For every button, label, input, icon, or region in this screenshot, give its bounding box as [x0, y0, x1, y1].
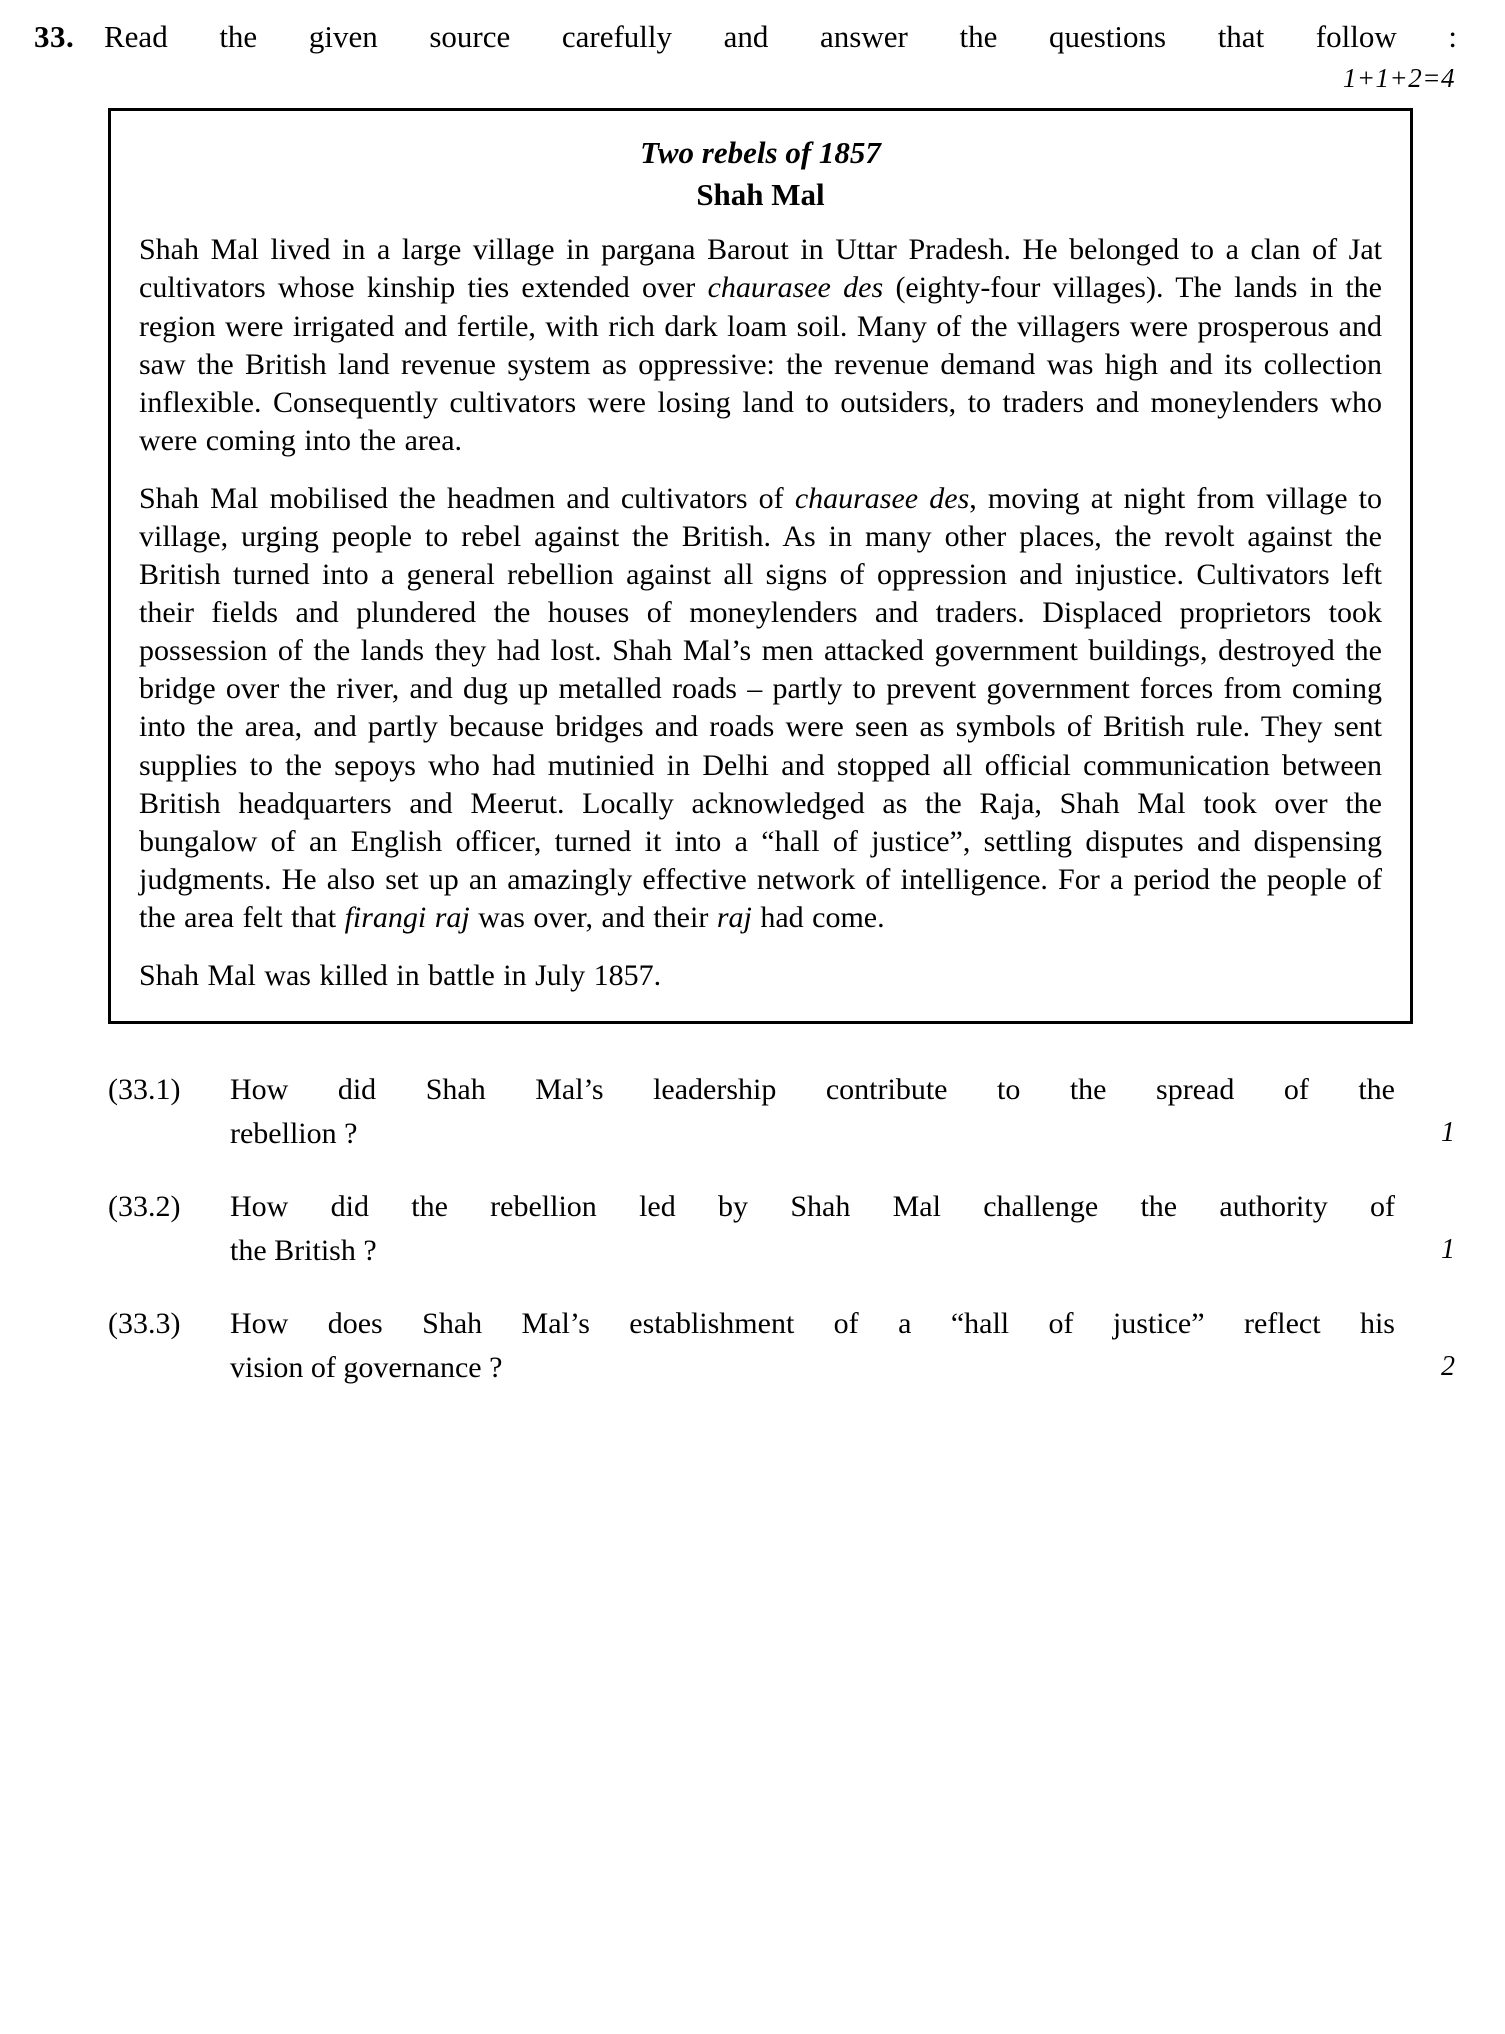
source-term-italic: firangi raj	[344, 900, 470, 934]
sub-question-text-line-1: How does Shah Mal’s establishment of a “hall of justice” reflect his	[230, 1307, 1395, 1341]
sub-question-text-line-2: the British ?	[230, 1233, 377, 1267]
marks-breakdown: 1+1+2=4	[1342, 62, 1455, 93]
question-number: 33.	[34, 19, 75, 54]
source-box	[108, 108, 1413, 1024]
source-paragraph	[139, 957, 1382, 995]
source-term-italic: chaurasee des	[794, 481, 970, 515]
sub-question-text	[230, 1302, 1409, 1389]
sub-question-marks: 2	[1441, 1350, 1455, 1382]
sub-question-text-line-2: vision of governance ?	[230, 1350, 503, 1384]
source-term-italic: chaurasee des	[707, 271, 884, 305]
sub-question	[108, 1068, 1455, 1155]
source-text-run: Shah Mal lived in a large village in pargana Barout in Uttar Pradesh. He belonged to a clan of Jat cultivators whose kinship ties extended over	[139, 233, 1382, 305]
source-title: Two rebels of 1857	[640, 134, 881, 170]
source-paragraphs	[139, 231, 1382, 995]
source-text-run: was over, and their	[469, 900, 717, 934]
sub-question	[108, 1302, 1455, 1389]
source-text-run: had come.	[751, 900, 885, 934]
source-text-run: (eighty-four villages). The lands in the region were irrigated and fertile, with rich dark loam soil. Many of the villagers were prosperous and saw the British land revenue system as oppressive: the revenue demand was high and its collection inflexible. Consequently cultivators were losing land to outsiders, to traders and moneylenders who were coming into the area.	[139, 271, 1382, 457]
sub-question-marks: 1	[1441, 1233, 1455, 1265]
sub-question-text	[230, 1068, 1409, 1155]
source-paragraph	[139, 480, 1382, 937]
question-stem	[26, 18, 1461, 57]
question-stem-text-line: Read the given source carefully and answer the questions that follow :	[104, 19, 1457, 54]
sub-question-list	[26, 1068, 1461, 1389]
question-stem-text	[104, 18, 1461, 57]
source-text-run: Shah Mal mobilised the headmen and cultivators of	[139, 481, 795, 515]
source-text-run: , moving at night from village to village, urging people to rebel against the British. As in many other places, the revolt against the British turned into a general rebellion against all signs of oppression and injustice. Cultivators left their fields and plundered the houses of moneylenders and traders. Displaced proprietors took possession of the lands they had lost. Shah Mal’s men attacked government buildings, destroyed the bridge over the river, and dug up metalled roads – partly to prevent government forces from coming into the area, and partly because bridges and roads were seen as symbols of British rule. They sent supplies to the sepoys who had mutinied in Delhi and stopped all official communication between British headquarters and Meerut. Locally acknowledged as the Raja, Shah Mal took over the bungalow of an English officer, turned it into a “hall of justice”, settling disputes and dispensing judgments. He also set up an amazingly effective network of intelligence. For a period the people of the area felt that	[139, 481, 1382, 934]
sub-question	[108, 1185, 1455, 1272]
source-text-run: Shah Mal was killed in battle in July 1857.	[139, 959, 662, 993]
sub-question-text	[230, 1185, 1409, 1272]
sub-question-label: (33.2)	[108, 1190, 181, 1224]
sub-question-label: (33.3)	[108, 1307, 181, 1341]
sub-question-text-line-1: How did the rebellion led by Shah Mal challenge the authority of	[230, 1190, 1395, 1224]
sub-question-marks: 1	[1441, 1116, 1455, 1148]
sub-question-text-line-1: How did Shah Mal’s leadership contribute to the spread of the	[230, 1073, 1395, 1107]
sub-question-text-line-2: rebellion ?	[230, 1116, 358, 1150]
source-paragraph	[139, 231, 1382, 460]
source-subtitle: Shah Mal	[696, 177, 825, 213]
sub-question-label: (33.1)	[108, 1073, 181, 1107]
source-term-italic: raj	[716, 900, 752, 934]
